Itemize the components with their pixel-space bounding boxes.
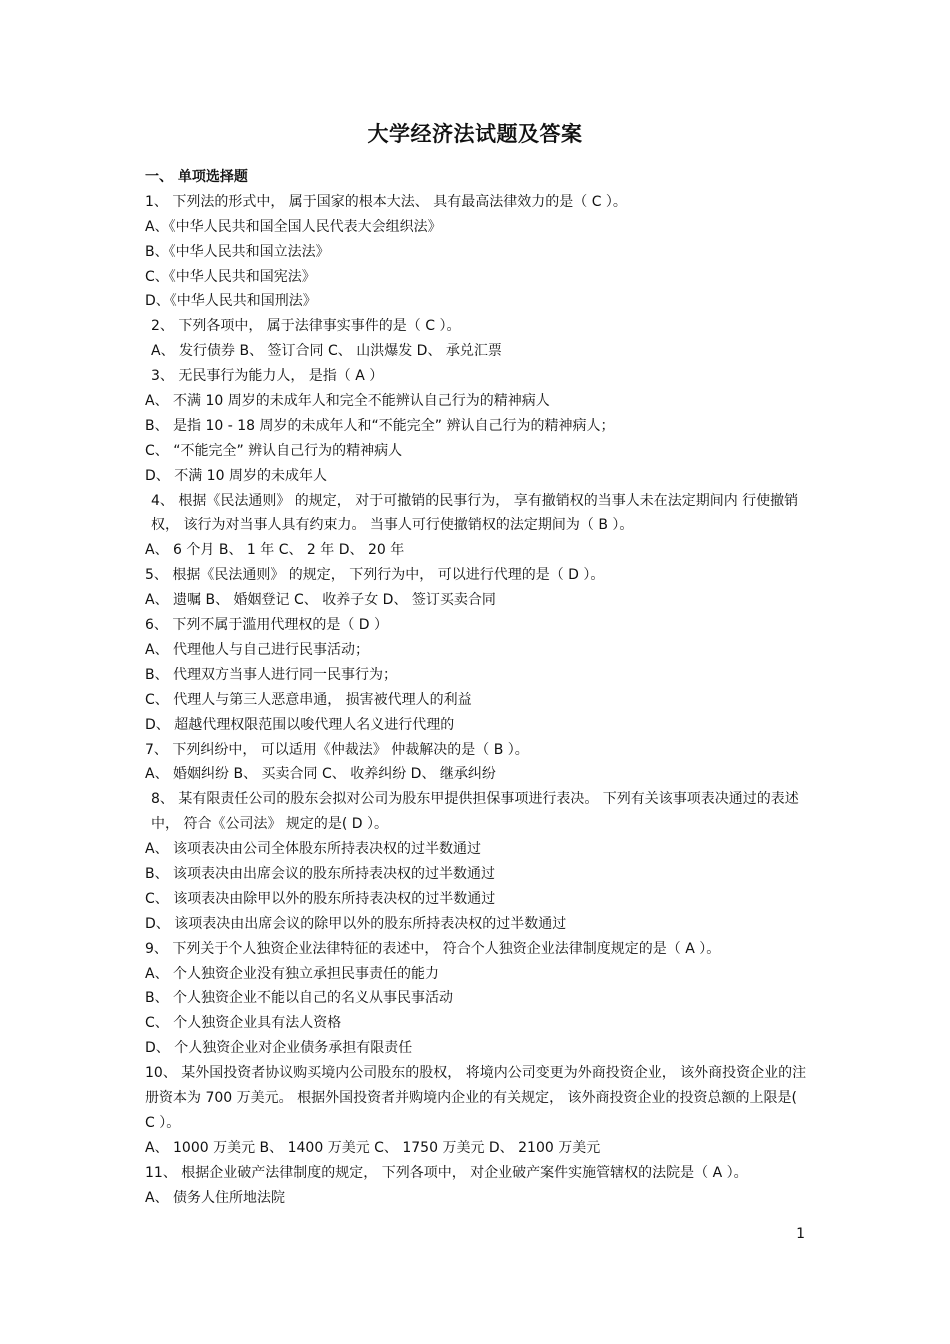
text-line: B、 该项表决由出席会议的股东所持表决权的过半数通过 [145, 866, 496, 882]
text-line: C、 “不能完全” 辨认自己行为的精神病人 [145, 442, 403, 459]
text-paragraph: 4、 根据《民法通则》 的规定， 对于可撤销的民事行为， 享有撤销权的当事人未在法定期间内 行使撤销权， 该行为对当事人具有约束力。 当事人可行使撤销权的法定期间为（ B ）。 [151, 492, 799, 534]
text-line: C、 个人独资企业具有法人资格 [145, 1015, 342, 1032]
text-line: D、《中华人民共和国刑法》 [145, 293, 317, 310]
text-line: A、 代理他人与自己进行民事活动； [145, 641, 370, 658]
text-line: A、 1000 万美元 B、 1400 万美元 C、 1750 万美元 D、 2100 万美元 [145, 1139, 601, 1156]
text-line: D、 超越代理权限范围以唆代理人名义进行代理的 [145, 716, 455, 733]
text-line: A、 不满 10 周岁的未成年人和完全不能辨认自己行为的精神病人 [145, 393, 550, 410]
text-line: B、 是指 10 - 18 周岁的未成年人和“不能完全” 辨认自己行为的精神病人； [145, 417, 615, 434]
text-line: B、 代理双方当事人进行同一民事行为； [145, 666, 398, 683]
text-line: 7、 下列纠纷中， 可以适用《仲裁法》 仲裁解决的是（ B ）。 [145, 741, 529, 758]
text-line: 6、 下列不属于滥用代理权的是（ D ） [145, 617, 389, 634]
text-line: A、 发行债券 B、 签订合同 C、 山洪爆发 D、 承兑汇票 [151, 343, 502, 360]
document-title: 大学经济法试题及答案 [367, 122, 583, 146]
text-line: 5、 根据《民法通则》 的规定， 下列行为中， 可以进行代理的是（ D ）。 [145, 567, 605, 584]
text-line: B、《中华人民共和国立法法》 [145, 243, 330, 260]
text-paragraph: 8、 某有限责任公司的股东会拟对公司为股东甲提供担保事项进行表决。 下列有关该事项表决通过的表述中， 符合《公司法》 规定的是( D ）。 [151, 791, 799, 833]
text-line: 11、 根据企业破产法律制度的规定， 下列各项中， 对企业破产案件实施管辖权的法院是（ A ）。 [145, 1164, 748, 1181]
text-line: A、《中华人民共和国全国人民代表大会组织法》 [145, 218, 442, 235]
text-line: A、 6 个月 B、 1 年 C、 2 年 D、 20 年 [145, 542, 405, 559]
text-line: A、 婚姻纠纷 B、 买卖合同 C、 收养纠纷 D、 继承纠纷 [145, 766, 496, 783]
text-line: 3、 无民事行为能力人， 是指（ A ） [151, 368, 384, 385]
text-paragraph: 10、 某外国投资者协议购买境内公司股东的股权， 将境内公司变更为外商投资企业， 该外商投资企业的注册资本为 700 万美元。 根据外国投资者并购境内企业的有关规定， 该外商投资企业的投资总额的上限是( C ）。 [145, 1065, 807, 1131]
page-number: 1 [796, 1226, 805, 1242]
text-line: A、 个人独资企业没有独立承担民事责任的能力 [145, 965, 440, 982]
text-line: 1、 下列法的形式中， 属于国家的根本大法、 具有最高法律效力的是（ C ）。 [145, 193, 627, 210]
document-body [145, 165, 810, 1211]
text-line: A、 债务人住所地法院 [145, 1189, 286, 1206]
text-line: D、 该项表决由出席会议的除甲以外的股东所持表决权的过半数通过 [145, 915, 567, 932]
text-line: B、 个人独资企业不能以自己的名义从事民事活动 [145, 990, 454, 1007]
text-line: D、 不满 10 周岁的未成年人 [145, 467, 327, 484]
text-line: A、 遗嘱 B、 婚姻登记 C、 收养子女 D、 签订买卖合同 [145, 592, 496, 609]
text-line: D、 个人独资企业对企业债务承担有限责任 [145, 1040, 413, 1057]
text-line: C、 该项表决由除甲以外的股东所持表决权的过半数通过 [145, 890, 496, 907]
text-line: 9、 下列关于个人独资企业法律特征的表述中， 符合个人独资企业法律制度规定的是（ A ）。 [145, 940, 721, 957]
section-heading: 一、 单项选择题 [145, 169, 248, 185]
text-line: C、 代理人与第三人恶意串通， 损害被代理人的利益 [145, 691, 472, 708]
text-line: 2、 下列各项中， 属于法律事实事件的是（ C ）。 [151, 318, 461, 335]
text-line: A、 该项表决由公司全体股东所持表决权的过半数通过 [145, 841, 482, 858]
text-line: C、《中华人民共和国宪法》 [145, 268, 316, 285]
